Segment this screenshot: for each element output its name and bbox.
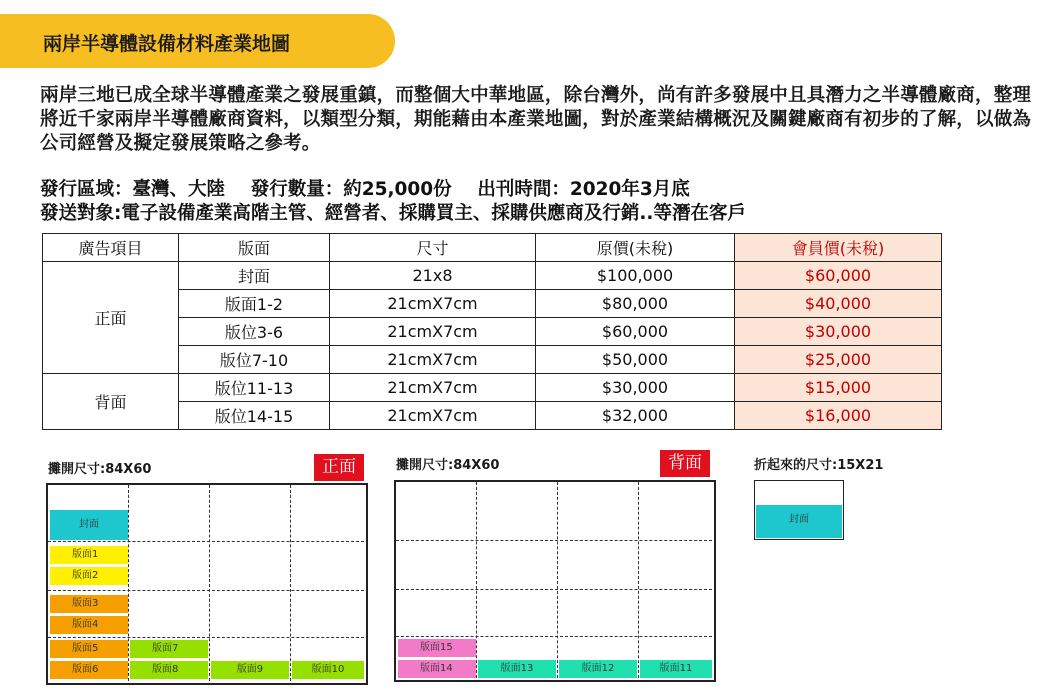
size-cell: 21cmX7cm — [330, 290, 536, 318]
fold-line — [476, 482, 477, 678]
table-row — [43, 262, 942, 290]
intro-paragraph: 兩岸三地已成全球半導體產業之發展重鎮，而整個大中華地區，除台灣外，尚有許多發展中且具潛力之半導體廠商，整理將近千家兩岸半導體廠商資料，以類型分類，期能藉由本產業地圖，對於產業結構概況及關鍵廠商有初步的了解，以做為公司經營及擬定發展策略之參考。 — [40, 85, 1032, 154]
slot-page-13: 版面13 — [478, 660, 556, 678]
fold-line — [396, 636, 712, 637]
front-tag: 正面 — [314, 454, 364, 481]
slot-cell: 版位11-13 — [179, 374, 330, 402]
price-cell: $60,000 — [536, 318, 735, 346]
slot-cover: 封面 — [50, 510, 128, 540]
price-cell: $32,000 — [536, 402, 735, 430]
slot-page-8: 版面8 — [130, 661, 208, 679]
front-unfolded-size-label: 攤開尺寸:84X60 — [48, 462, 152, 477]
size-cell: 21cmX7cm — [330, 402, 536, 430]
folded-layout-board — [754, 480, 844, 540]
price-cell: $30,000 — [536, 374, 735, 402]
header-ad-item: 廣告項目 — [43, 234, 179, 262]
back-layout-board — [394, 480, 716, 682]
table-header-row — [43, 234, 942, 262]
title-banner — [0, 14, 395, 68]
slot-page-15: 版面15 — [398, 639, 476, 657]
header-slot: 版面 — [179, 234, 330, 262]
fold-line — [48, 590, 364, 591]
header-size: 尺寸 — [330, 234, 536, 262]
price-cell: $80,000 — [536, 290, 735, 318]
member-price-cell: $30,000 — [735, 318, 942, 346]
fold-line — [638, 482, 639, 678]
slot-page-3: 版面3 — [50, 595, 128, 613]
fold-line — [396, 589, 712, 590]
fold-line — [209, 485, 210, 681]
fold-line — [290, 485, 291, 681]
slot-page-10: 版面10 — [292, 661, 364, 679]
fold-line — [48, 541, 364, 542]
back-unfolded-size-label: 攤開尺寸:84X60 — [396, 458, 500, 473]
slot-page-2: 版面2 — [50, 567, 128, 585]
back-tag: 背面 — [660, 450, 710, 477]
price-cell: $100,000 — [536, 262, 735, 290]
header-member-price: 會員價(未稅) — [735, 234, 942, 262]
publication-info: 發行區域：臺灣、大陸 發行數量：約25,000份 出刊時間：2020年3月底 — [40, 179, 690, 200]
header-price: 原價(未稅) — [536, 234, 735, 262]
group-back: 背面 — [43, 374, 179, 430]
slot-page-1: 版面1 — [50, 546, 128, 564]
slot-cell: 版位7-10 — [179, 346, 330, 374]
fold-line — [557, 482, 558, 678]
table-row — [43, 374, 942, 402]
slot-page-12: 版面12 — [559, 660, 637, 678]
slot-page-6: 版面6 — [50, 661, 128, 679]
size-cell: 21x8 — [330, 262, 536, 290]
slot-page-7: 版面7 — [130, 640, 208, 658]
slot-cell: 版面1-2 — [179, 290, 330, 318]
ad-rate-table — [42, 233, 942, 430]
size-cell: 21cmX7cm — [330, 318, 536, 346]
slot-cell: 版位14-15 — [179, 402, 330, 430]
slot-page-11: 版面11 — [640, 660, 712, 678]
slot-page-5: 版面5 — [50, 640, 128, 658]
member-price-cell: $25,000 — [735, 346, 942, 374]
fold-line — [128, 485, 129, 681]
audience-info: 發送對象:電子設備產業高階主管、經營者、採購買主、採購供應商及行銷..等潛在客戶 — [40, 203, 746, 224]
fold-line — [396, 540, 712, 541]
slot-page-14: 版面14 — [398, 660, 476, 678]
member-price-cell: $16,000 — [735, 402, 942, 430]
slot-cell: 封面 — [179, 262, 330, 290]
folded-size-label: 折起來的尺寸:15X21 — [754, 458, 884, 473]
member-price-cell: $60,000 — [735, 262, 942, 290]
fold-line — [48, 637, 364, 638]
slot-page-4: 版面4 — [50, 616, 128, 634]
member-price-cell: $40,000 — [735, 290, 942, 318]
front-layout-board — [46, 483, 368, 685]
slot-cell: 版位3-6 — [179, 318, 330, 346]
member-price-cell: $15,000 — [735, 374, 942, 402]
size-cell: 21cmX7cm — [330, 346, 536, 374]
group-front: 正面 — [43, 262, 179, 374]
page-title: 兩岸半導體設備材料產業地圖 — [43, 33, 291, 55]
price-cell: $50,000 — [536, 346, 735, 374]
folded-cover: 封面 — [756, 505, 842, 538]
slot-page-9: 版面9 — [211, 661, 289, 679]
size-cell: 21cmX7cm — [330, 374, 536, 402]
